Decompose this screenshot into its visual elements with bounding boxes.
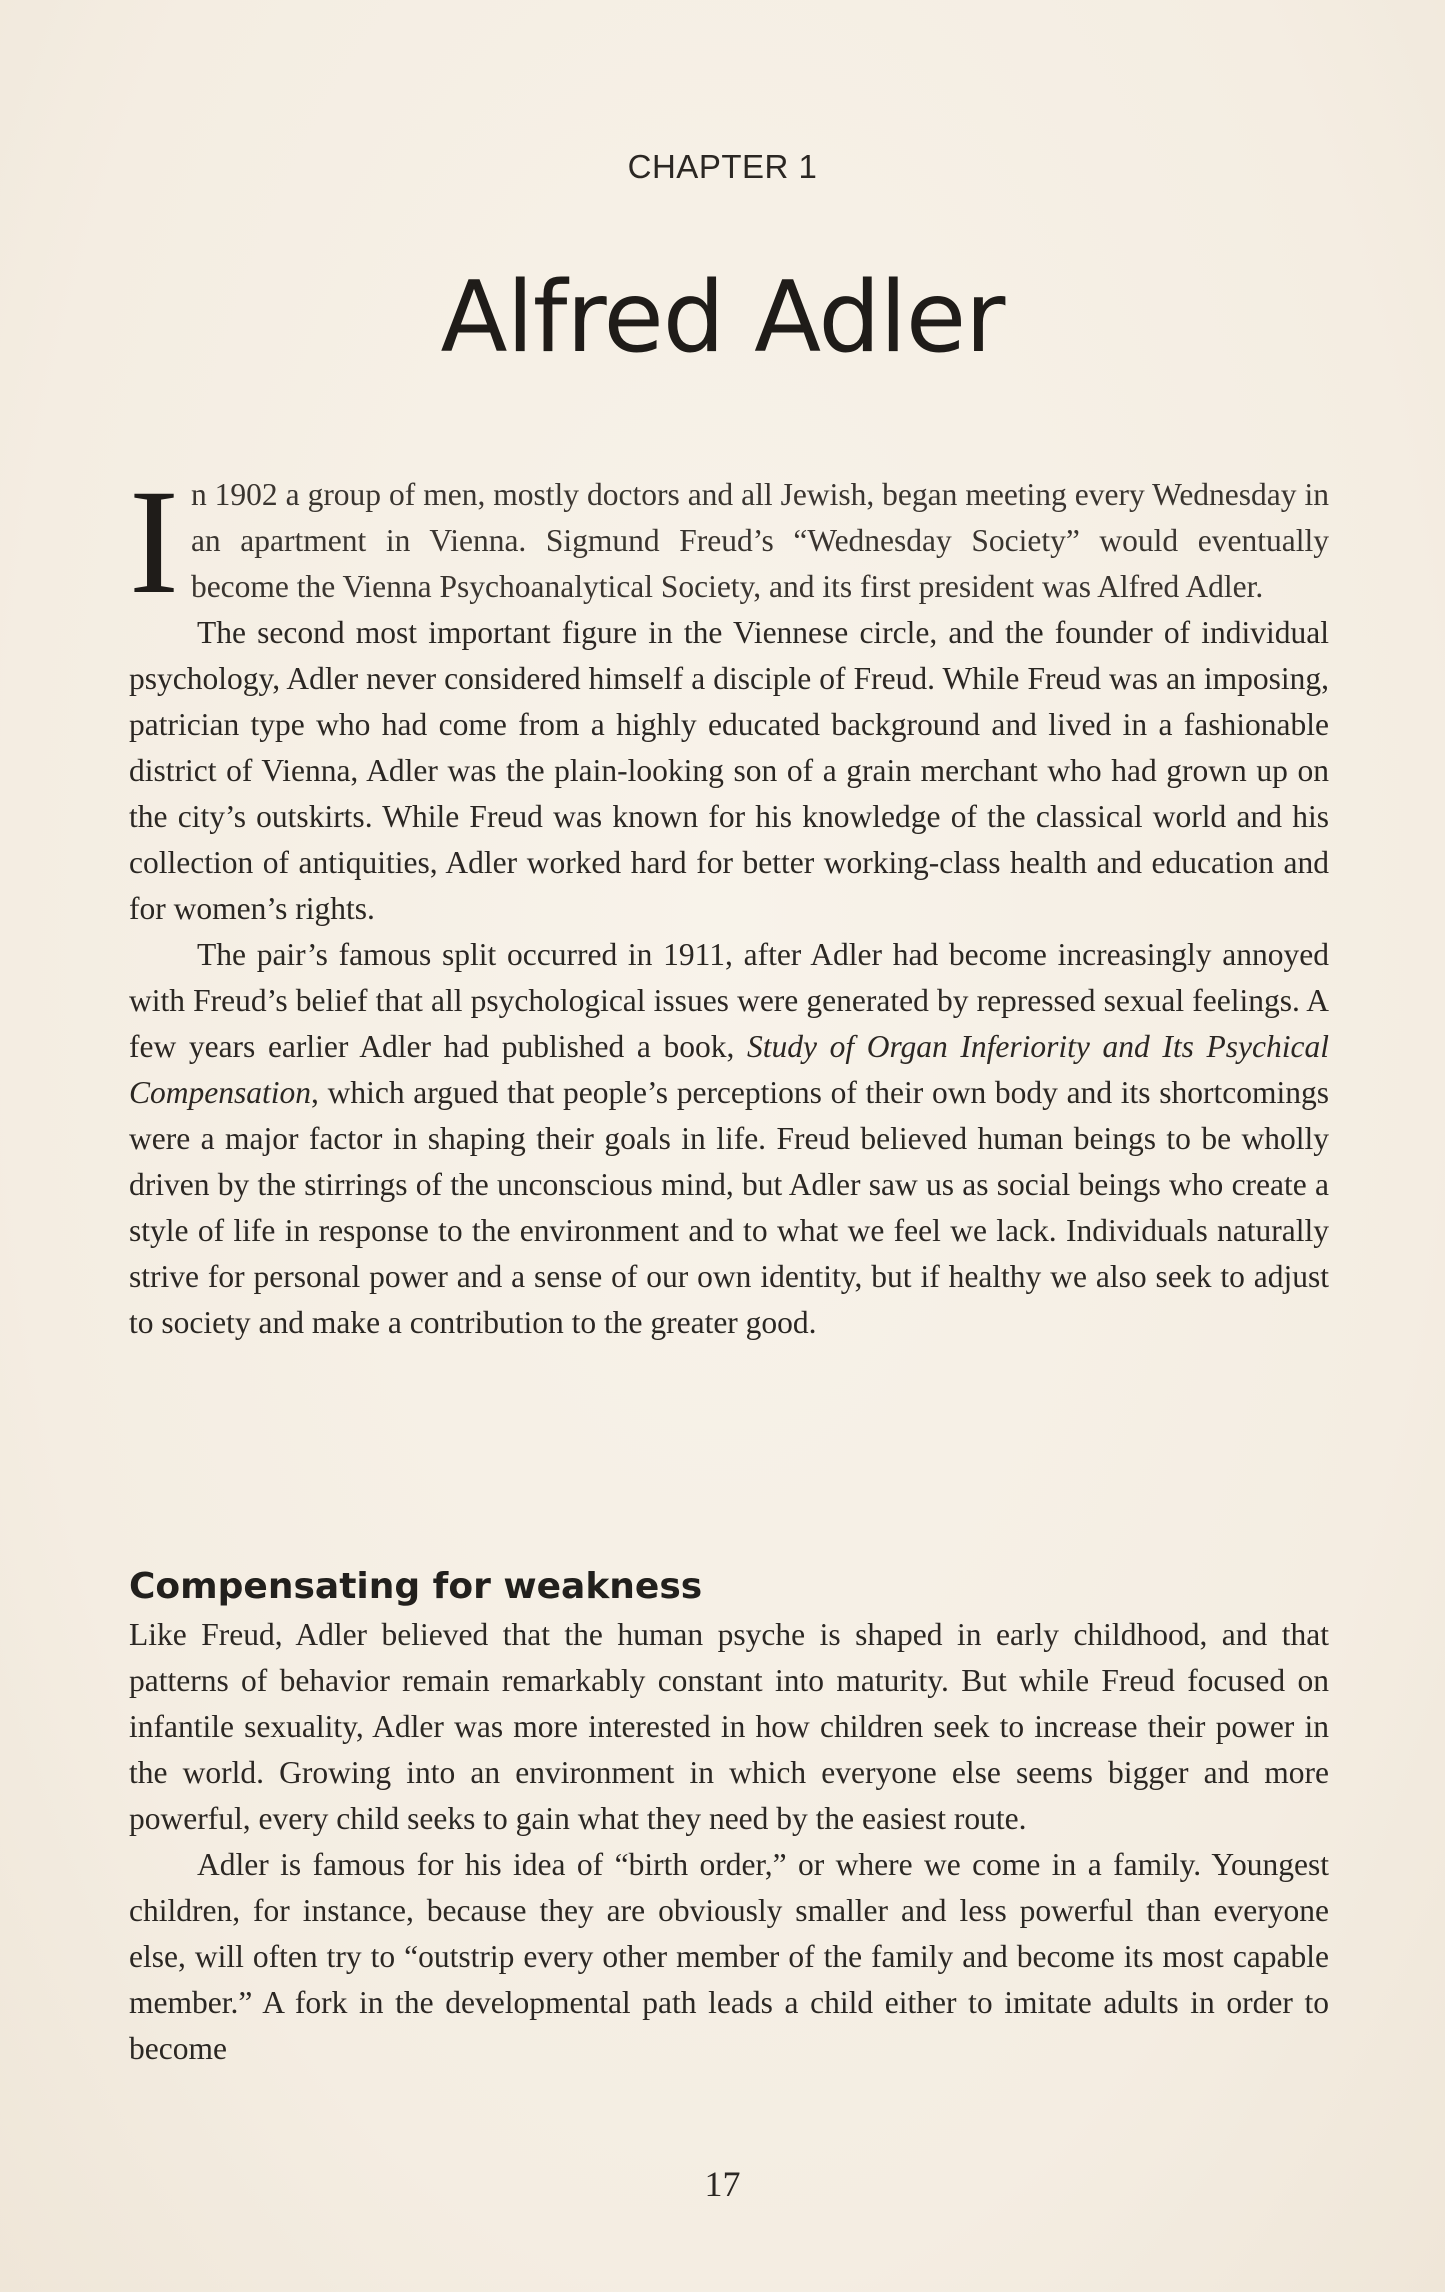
body-paragraph-3: [129, 932, 1329, 1346]
section-paragraph-1: Like Freud, Adler believed that the human psyche is shaped in early childhood, and that patterns of behavior remain remarkably constant into maturity. But while Freud focused on infantile sexuality, Adler was more interested in how children seek to increase their power in the world. Growing into an environment in which everyone else seems bigger and more powerful, every child seeks to gain what they need by the easiest route.: [129, 1617, 1329, 1836]
body-paragraph-2: The second most important figure in the Viennese circle, and the founder of individual psychology, Adler never considered himself a disciple of Freud. While Freud was an imposing, patrician type who had come from a highly educated background and lived in a fashionable district of Vienna, Adler was the plain-looking son of a grain merchant who had grown up on the city’s outskirts. While Freud was known for his knowledge of the classical world and his collection of antiquities, Adler worked hard for better working-class health and education and for women’s rights.: [129, 615, 1329, 926]
body-paragraph-3-start: The pair’s famous split occurred in 1911, after Adler had become increasingly annoyed with Freud’s belief that all psychological issues were generated by repressed sexual feelings. A few years earlier Adler had published a book,: [129, 937, 1329, 1064]
chapter-label: CHAPTER 1: [627, 148, 818, 185]
opening-paragraph: [129, 459, 1329, 625]
chapter-title: Alfred Adler: [440, 261, 1005, 375]
opening-paragraph-text: n 1902 a group of men, mostly doctors and all Jewish, began meeting every Wednesday in an apartment in Vienna. Sigmund Freud’s “Wednesday Society” would eventually become the Vienna Psychoanalytical Society, and its first president was Alfred Adler.: [190, 477, 1329, 604]
opening-section: [129, 459, 1329, 1346]
body-paragraph-3-end: , which argued that people’s perceptions of their own body and its shortcomings were a major factor in shaping their goals in life. Freud believed human beings to be wholly driven by the stirrings of the unconscious mind, but Adler saw us as social beings who create a style of life in response to the environment and to what we feel we lack. Individuals naturally strive for personal power and a sense of our own identity, but if healthy we also seek to adjust to society and make a contribution to the greater good.: [129, 1075, 1329, 1340]
section-heading: Compensating for weakness: [129, 1566, 703, 1607]
section-body: [129, 1612, 1329, 2072]
drop-cap: I: [129, 459, 179, 625]
section-paragraph-2: Adler is famous for his idea of “birth order,” or where we come in a family. Youngest children, for instance, because they are obviously smaller and less powerful than everyone else, will often try to “outstrip every other member of the family and become its most capable member.” A fork in the developmental path leads a child either to imitate adults in order to become: [129, 1847, 1329, 2066]
page-number: 17: [704, 2164, 741, 2204]
book-title: Study of Organ Inferiority and Its Psychical Compensation: [129, 1029, 1329, 1110]
